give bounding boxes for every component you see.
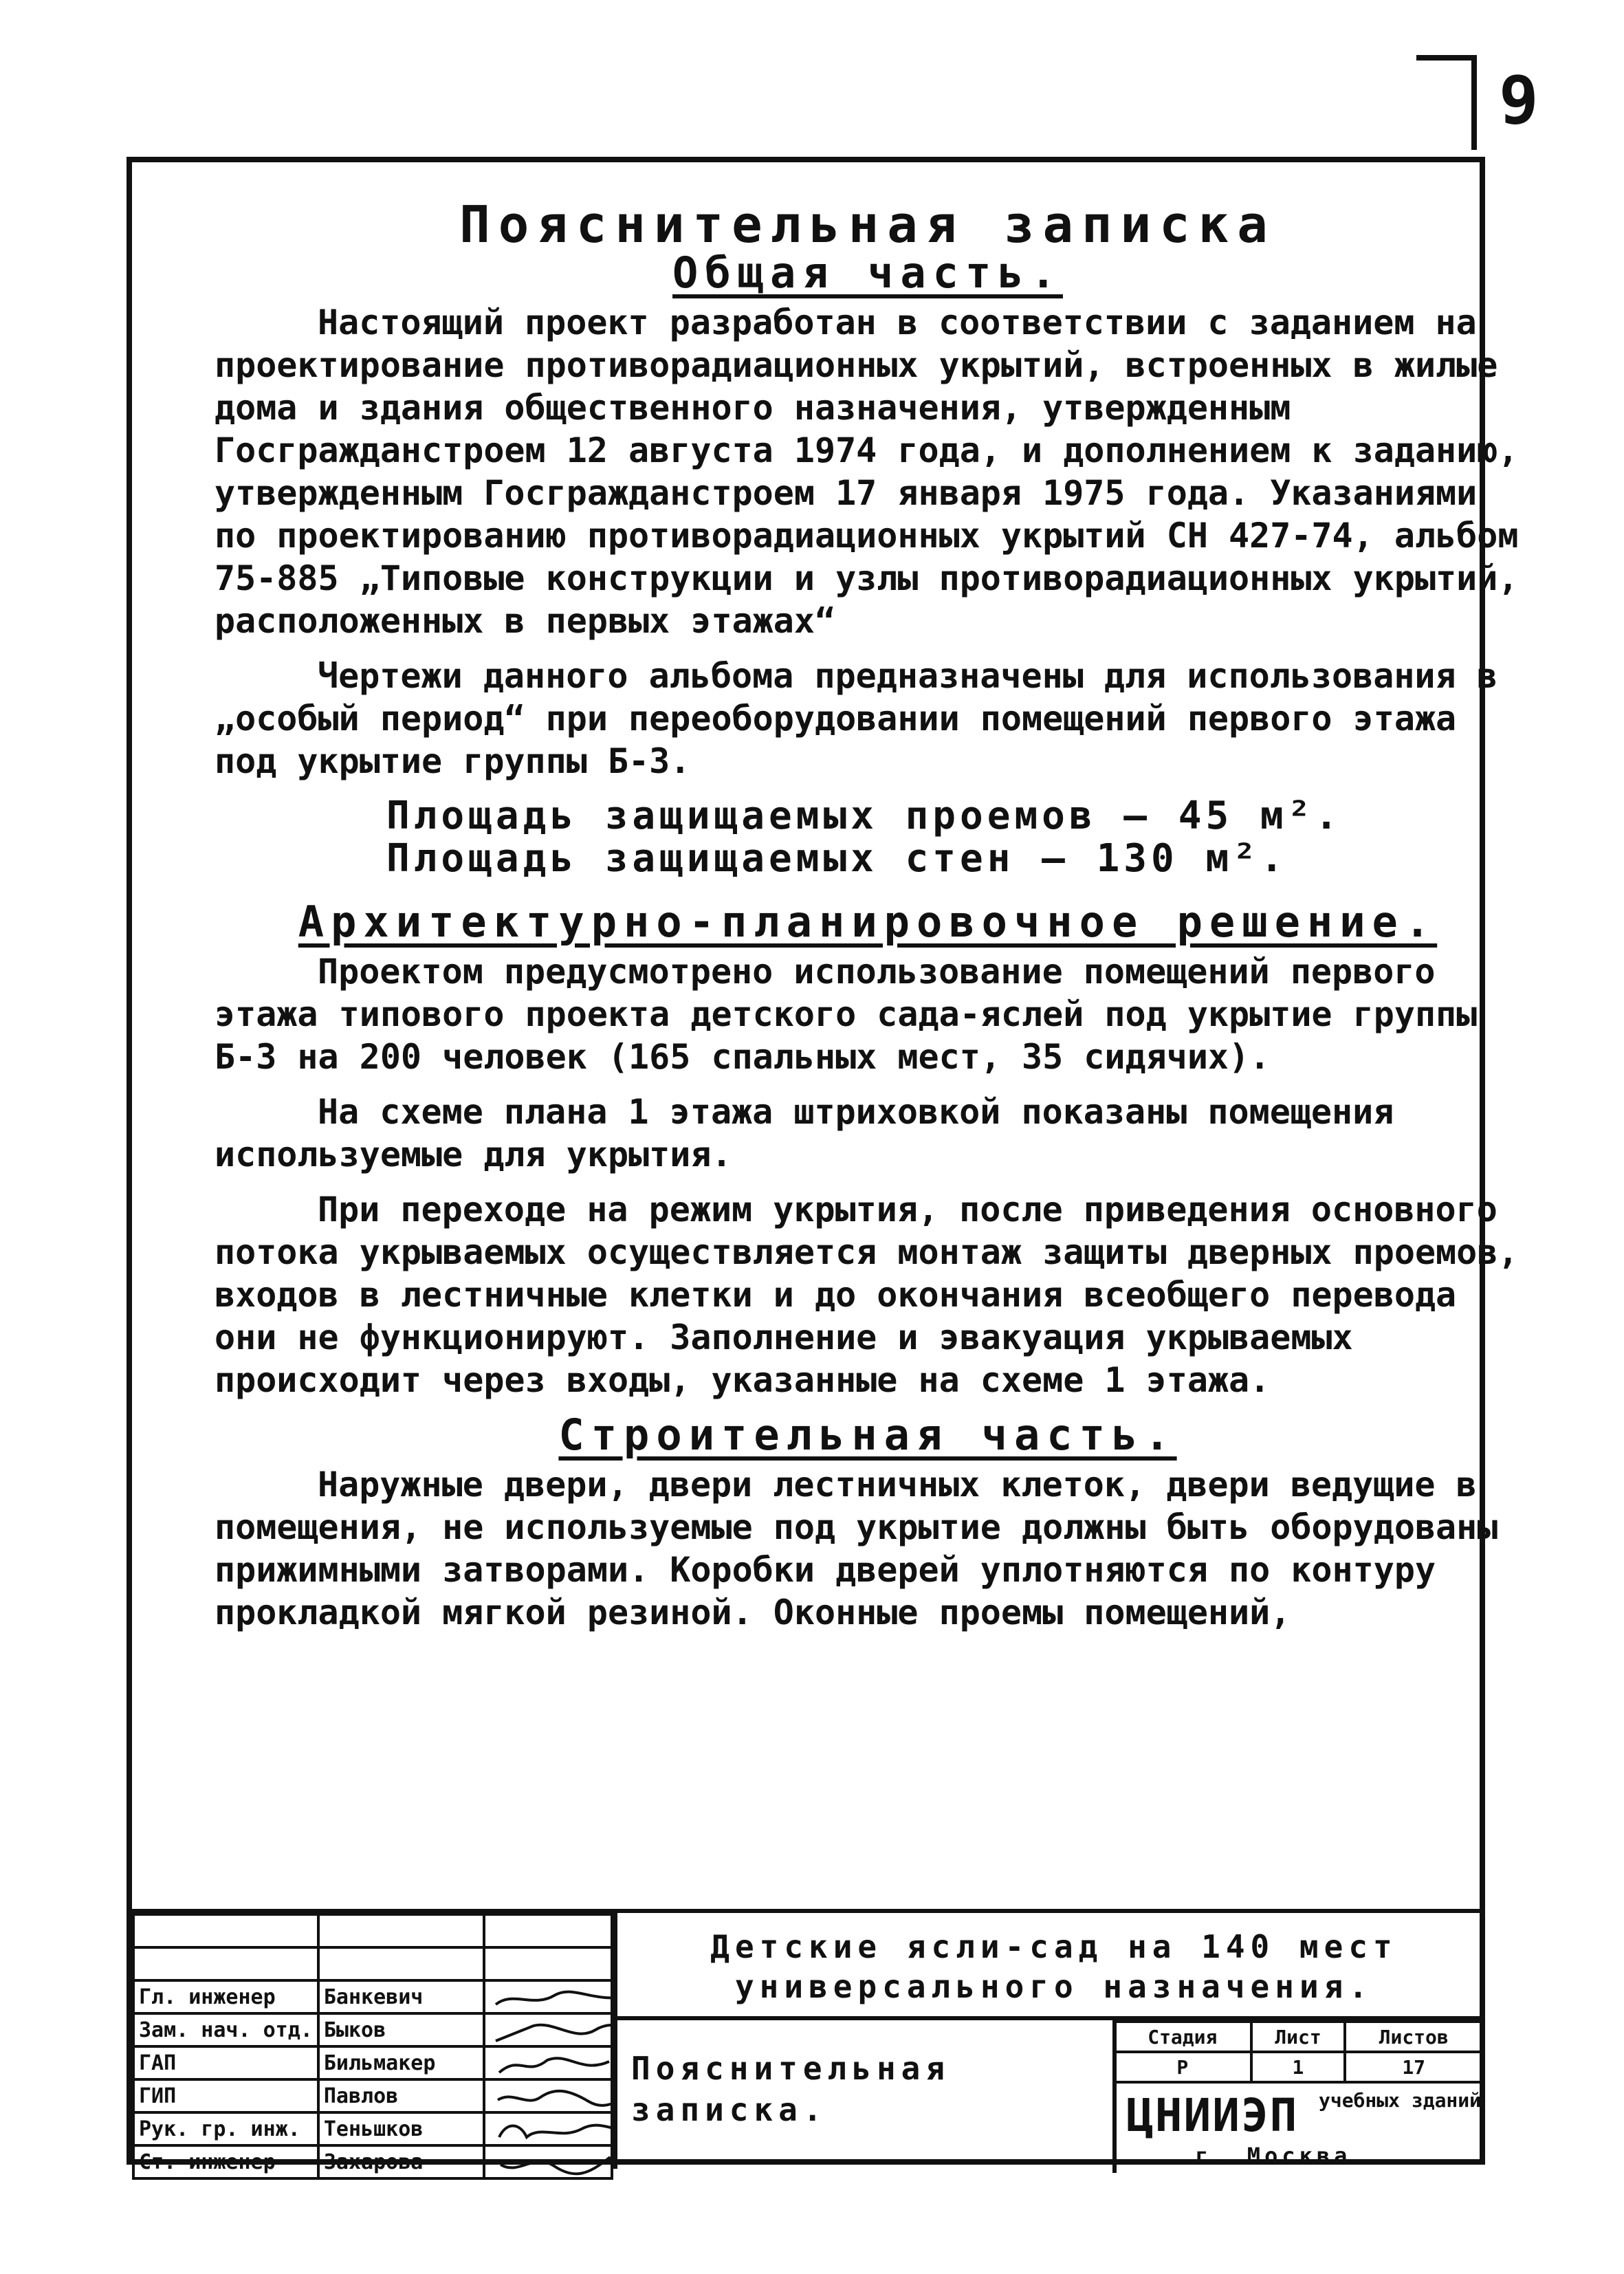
paragraph: На схеме плана 1 этажа штриховкой показаны помещения используемые для укрытия. xyxy=(215,1092,1394,1174)
sheet-header: Лист xyxy=(1251,2022,1346,2052)
document-title-cell xyxy=(617,2016,1117,2173)
corner-mark xyxy=(1416,55,1477,150)
signatory-name: Теньшков xyxy=(318,2112,484,2145)
signatory-role: Ст. инженер xyxy=(133,2145,318,2178)
section-heading-construction: Строительная часть. xyxy=(558,1410,1177,1460)
signatory-role: Гл. инженер xyxy=(133,1980,318,2013)
signatory-role: Рук. гр. инж. xyxy=(133,2112,318,2145)
signatory-role: ГИП xyxy=(133,2079,318,2112)
signature-grid xyxy=(132,1913,613,2174)
stamp-document-title: Пояснительная записка. xyxy=(631,2050,951,2128)
handwritten-signature xyxy=(492,2086,612,2111)
signature xyxy=(484,2112,612,2145)
document-title: Пояснительная записка xyxy=(459,195,1276,254)
signatory-name: Бильмакер xyxy=(318,2046,484,2079)
section-heading-architecture: Архитектурно-планировочное решение. xyxy=(298,897,1438,947)
note-body xyxy=(215,190,1521,1646)
project-name: Детские ясли-сад на 140 мест универсального назначения. xyxy=(710,1928,1398,2005)
signatory-role: ГАП xyxy=(133,2046,318,2079)
area-line: Площадь защищаемых проемов — 45 м². xyxy=(386,794,1343,838)
organization-subtitle: учебных зданий xyxy=(1319,2089,1482,2112)
paragraph: Наружные двери, двери лестничных клеток, двери ведущие в помещения, не используемые под укрытие должны быть оборудованы прижимными затворами. Коробки дверей уплотняются по контуру прокладкой мягкой резиной. Оконные проемы помещений, xyxy=(215,1465,1498,1632)
signature xyxy=(484,2145,612,2178)
stage-value: Р xyxy=(1114,2052,1251,2082)
signature xyxy=(484,2013,612,2046)
drawing-frame xyxy=(127,157,1519,2174)
handwritten-signature xyxy=(492,1987,612,2012)
handwritten-signature xyxy=(492,2119,612,2144)
signatory-name: Быков xyxy=(318,2013,484,2046)
section-heading-general: Общая часть. xyxy=(672,248,1063,298)
handwritten-signature xyxy=(492,2152,612,2177)
signature xyxy=(484,1980,612,2013)
sheet-number: 9 xyxy=(1499,62,1539,139)
signature xyxy=(484,2046,612,2079)
signatory-name: Павлов xyxy=(318,2079,484,2112)
paragraph: Настоящий проект разработан в соответствии с заданием на проектирование противорадиационных укрытий, встроенных в жилые дома и здания общественного назначения, утвержденным Госгражданстроем 12 августа 1974 года, и дополнением к заданию, утвержденным Госгражданстроем 17 января 1975 года. Указаниями по проектированию противорадиационных укрытий СН 427-74, альбом 75-885 „Типовые конструкции и узлы противорадиационных укрытий, расположенных в первых этажах“ xyxy=(215,303,1519,641)
sheets-header: Листов xyxy=(1345,2022,1482,2052)
title-block-main xyxy=(613,1913,1484,2169)
stage-header: Стадия xyxy=(1114,2022,1251,2052)
sheets-value: 17 xyxy=(1345,2052,1482,2082)
signatory-name: Захарова xyxy=(318,2145,484,2178)
title-block xyxy=(132,1909,1482,2174)
organization-name: ЦНИИЭП xyxy=(1126,2089,1299,2142)
stage-sheet-box xyxy=(1112,2016,1484,2173)
signature xyxy=(484,2079,612,2112)
signatory-role: Зам. нач. отд. xyxy=(133,2013,318,2046)
handwritten-signature xyxy=(492,2053,612,2078)
paragraph: Чертежи данного альбома предназначены для использования в „особый период“ при переоборудовании помещений первого этажа под укрытие группы Б-3. xyxy=(215,656,1497,781)
area-line: Площадь защищаемых стен — 130 м². xyxy=(386,836,1288,881)
handwritten-signature xyxy=(492,2020,612,2045)
signatory-name: Банкевич xyxy=(318,1980,484,2013)
organization-city: г. Москва xyxy=(1195,2143,1352,2169)
paragraph: При переходе на режим укрытия, после приведения основного потока укрываемых осуществляется монтаж защиты дверных проемов, входов в лестничные клетки и до окончания всеобщего перевода они не функционируют. Заполнение и эвакуация укрываемых происходит через входы, указанные на схеме 1 этажа. xyxy=(215,1190,1519,1400)
sheet-value: 1 xyxy=(1251,2052,1346,2082)
paragraph: Проектом предусмотрено использование помещений первого этажа типового проекта детского сада-яслей под укрытие группы Б-3 на 200 человек (165 спальных мест, 35 сидячих). xyxy=(215,952,1478,1077)
